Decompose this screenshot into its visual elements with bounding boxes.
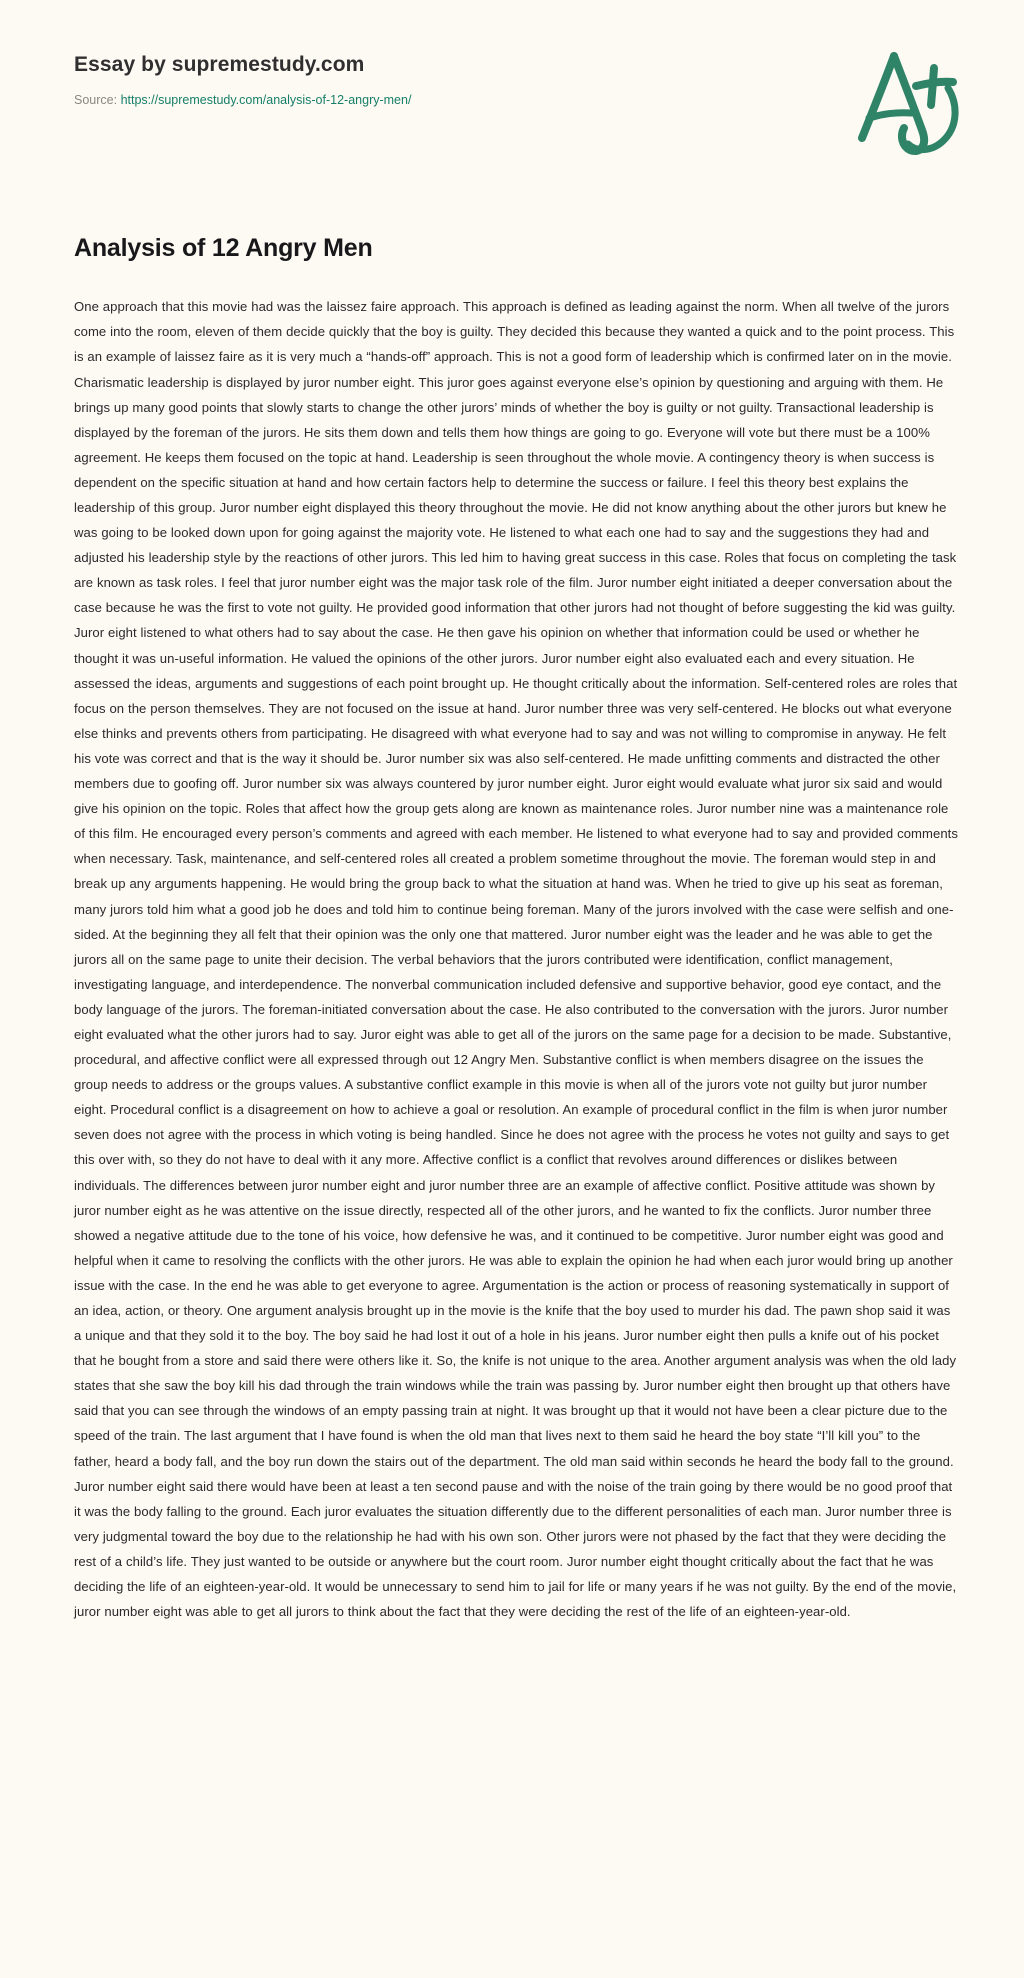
source-url-link[interactable]: https://supremestudy.com/analysis-of-12-angry-men/: [120, 93, 412, 108]
page-header: [0, 0, 1024, 150]
brand-title: Essay by supremestudy.com: [74, 53, 365, 76]
a-plus-logo-icon: [852, 42, 972, 157]
source-label: Source:: [74, 93, 118, 108]
page-title: Analysis of 12 Angry Men: [74, 234, 373, 262]
essay-paragraph: One approach that this movie had was the laissez faire approach. This approach is defined as leading against the norm. When all twelve of the jurors come into the room, eleven of them decide quickly that the boy is guilty. They decided this because they wanted a quick and to the point process. This is an example of laissez faire as it is very much a “hands-off” approach. This is not a good form of leadership which is confirmed later on in the movie. Charismatic leadership is displayed by juror number eight. This juror goes against everyone else’s opinion by questioning and arguing with them. He brings up many good points that slowly starts to change the other jurors’ minds of whether the boy is guilty or not guilty. Transactional leadership is displayed by the foreman of the jurors. He sits them down and tells them how things are going to go. Everyone will vote but there must be a 100% agreement. He keeps them focused on the topic at hand. Leadership is seen throughout the whole movie. A contingency theory is when success is dependent on the specific situation at hand and how certain factors help to determine the success or failure. I feel this theory best explains the leadership of this group. Juror number eight displayed this theory throughout the movie. He did not know anything about the other jurors but knew he was going to be looked down upon for going against the majority vote. He listened to what each one had to say and the suggestions they had and adjusted his leadership style by the reactions of other jurors. This led him to having great success in this case. Roles that focus on completing the task are known as task roles. I feel that juror number eight was the major task role of the film. Juror number eight initiated a deeper conversation about the case because he was the first to vote not guilty. He provided good information that other jurors had not thought of before suggesting the kid was guilty. Juror eight listened to what others had to say about the case. He then gave his opinion on whether that information could be used or whether he thought it was un-useful information. He valued the opinions of the other jurors. Juror number eight also evaluated each and every situation. He assessed the ideas, arguments and suggestions of each point brought up. He thought critically about the information. Self-centered roles are roles that focus on the person themselves. They are not focused on the issue at hand. Juror number three was very self-centered. He blocks out what everyone else thinks and prevents others from participating. He disagreed with what everyone had to say and was not willing to compromise in anyway. He felt his vote was correct and that is the way it should be. Juror number six was also self-centered. He made unfitting comments and distracted the other members due to goofing off. Juror number six was always countered by juror number eight. Juror eight would evaluate what juror six said and would give his opinion on the topic. Roles that affect how the group gets along are known as maintenance roles. Juror number nine was a maintenance role of this film. He encouraged every person’s comments and agreed with each member. He listened to what everyone had to say and provided comments when necessary. Task, maintenance, and self-centered roles all created a problem sometime throughout the movie. The foreman would step in and break up any arguments happening. He would bring the group back to what the situation at hand was. When he tried to give up his seat as foreman, many jurors told him what a good job he does and told him to continue being foreman. Many of the jurors involved with the case were selfish and one-sided. At the beginning they all felt that their opinion was the only one that mattered. Juror number eight was the leader and he was able to get the jurors all on the same page to unite their decision. The verbal behaviors that the jurors contributed were identification, conflict management, investigating language, and interdependence. The nonverbal communication included defensive and supportive behavior, good eye contact, and the body language of the jurors. The foreman-initiated conversation about the case. He also contributed to the conversation with the jurors. Juror number eight evaluated what the other jurors had to say. Juror eight was able to get all of the jurors on the same page for a decision to be made. Substantive, procedural, and affective conflict were all expressed through out 12 Angry Men. Substantive conflict is when members disagree on the issues the group needs to address or the groups values. A substantive conflict example in this movie is when all of the jurors vote not guilty but juror number eight. Procedural conflict is a disagreement on how to achieve a goal or resolution. An example of procedural conflict in the film is when juror number seven does not agree with the process in which voting is being handled. Since he does not agree with the process he votes not guilty and says to get this over with, so they do not have to deal with it any more. Affective conflict is a conflict that revolves around differences or dislikes between individuals. The differences between juror number eight and juror number three are an example of affective conflict. Positive attitude was shown by juror number eight as he was attentive on the issue directly, respected all of the other jurors, and he wanted to fix the conflicts. Juror number three showed a negative attitude due to the tone of his voice, how defensive he was, and it continued to be competitive. Juror number eight was good and helpful when it came to resolving the conflicts with the other jurors. He was able to explain the opinion he had when each juror would bring up another issue with the case. In the end he was able to get everyone to agree. Argumentation is the action or process of reasoning systematically in support of an idea, action, or theory. One argument analysis brought up in the movie is the knife that the boy used to murder his dad. The pawn shop said it was a unique and that they sold it to the boy. The boy said he had lost it out of a hole in his jeans. Juror number eight then pulls a knife out of his pocket that he bought from a store and said there were others like it. So, the knife is not unique to the area. Another argument analysis was when the old lady states that she saw the boy kill his dad through the train windows while the train was passing by. Juror number eight then brought up that others have said that you can see through the windows of an empty passing train at night. It was brought up that it would not have been a clear picture due to the speed of the train. The last argument that I have found is when the old man that lives next to them said he heard the boy state “I’ll kill you” to the father, heard a body fall, and the boy run down the stairs out of the department. The old man said within seconds he heard the body fall to the ground. Juror number eight said there would have been at least a ten second pause and with the noise of the train going by there would be no good proof that it was the body falling to the ground. Each juror evaluates the situation differently due to the different personalities of each man. Juror number three is very judgmental toward the boy due to the relationship he had with his own son. Other jurors were not phased by the fact that they were deciding the rest of a child’s life. They just wanted to be outside or anywhere but the court room. Juror number eight thought critically about the fact that he was deciding the life of an eighteen-year-old. It would be unnecessary to send him to jail for life or many years if he was not guilty. By the end of the movie, juror number eight was able to get all jurors to think about the fact that they were deciding the rest of the life of an eighteen-year-old.: [74, 299, 958, 1620]
essay-body: [0, 264, 1024, 1664]
source-line: [74, 92, 960, 108]
